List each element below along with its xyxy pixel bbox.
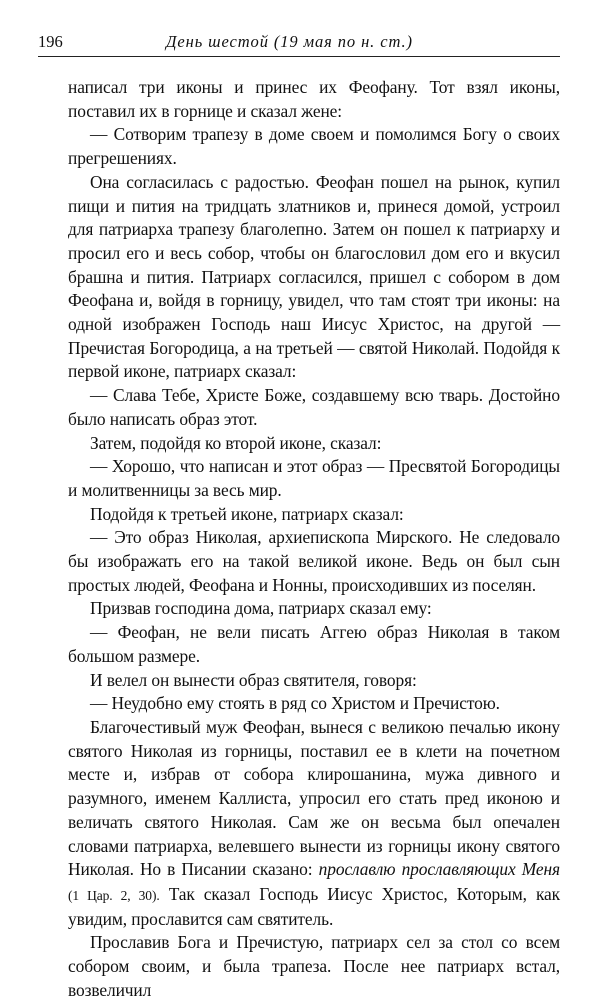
paragraph-10: — Феофан, не вели писать Аггею образ Николая в таком большом размере.	[68, 622, 560, 666]
paragraph-7: Подойдя к третьей иконе, патриарх сказал:	[90, 503, 404, 524]
paragraph-1: написал три иконы и принес их Феофану. Тот взял иконы, поставил их в горнице и сказал жене:	[68, 77, 560, 121]
scripture-quote: прославлю прославляющих Меня	[318, 859, 560, 880]
paragraph-5: Затем, подойдя ко второй иконе, сказал:	[90, 432, 382, 453]
paragraph-12: — Неудобно ему стоять в ряд со Христом и Пречистою.	[90, 693, 500, 714]
paragraph-6: — Хорошо, что написан и этот образ — Пресвятой Богородицы и молитвенницы за весь мир.	[68, 456, 560, 500]
page-number: 196	[38, 32, 63, 51]
paragraph-4: — Слава Тебе, Христе Боже, создавшему всю тварь. Достойно было написать образ этот.	[68, 385, 560, 429]
paragraph-11: И велел он вынести образ святителя, говоря:	[90, 669, 417, 690]
running-title: День шестой (19 мая по н. ст.)	[166, 32, 413, 51]
body-text	[68, 76, 560, 1002]
paragraph-9: Призвав господина дома, патриарх сказал ему:	[90, 598, 432, 619]
paragraph-13-text-a: Благочестивый муж Феофан, вынеся с великою печалью икону святого Николая из горницы, поставил ее в клети на почетном месте и, избрав от собора клирошанина, мужа дивного и разумного, именем Каллиста, упросил его стать пред иконою и величать святого Николая. Сам же он весьма был опечален словами патриарха, велевшего вынести из горницы икону святого Николая. Но в Писании сказано:	[68, 716, 560, 880]
paragraph-3: Она согласилась с радостью. Феофан пошел на рынок, купил пищи и пития на тридцать златников и, принеся домой, устроил для патриарха трапезу благолепно. Затем он пошел к патриарху и просил его и весь собор, чтобы он благословил дом его и вкусил брашна и пития. Патриарх согласился, пришел с собором в дом Феофана и, войдя в горницу, увидел, что там стоят три иконы: на одной изображен Господь наш Иисус Христос, на другой — Пречистая Богородица, а на третьей — святой Николай. Подойдя к первой иконе, патриарх сказал:	[68, 171, 560, 382]
scripture-reference: (1 Цар. 2, 30).	[68, 887, 160, 903]
page-header	[38, 32, 560, 57]
paragraph-8: — Это образ Николая, архиепископа Мирского. Не следовало бы изображать его на такой великой иконе. Ведь он был сын простых людей, Феофана и Нонны, происходивших из поселян.	[68, 527, 560, 595]
paragraph-2: — Сотворим трапезу в доме своем и помолимся Богу о своих прегрешениях.	[68, 124, 560, 169]
paragraph-13	[68, 716, 560, 931]
paragraph-14: Прославив Бога и Пречистую, патриарх сел за стол со всем собором своим, и была трапеза. После нее патриарх встал, возвеличил	[68, 932, 560, 1000]
paragraph-13-text-b: Так сказал Господь Иисус Христос, Которым, как увидим, прославится сам святитель.	[68, 883, 560, 929]
